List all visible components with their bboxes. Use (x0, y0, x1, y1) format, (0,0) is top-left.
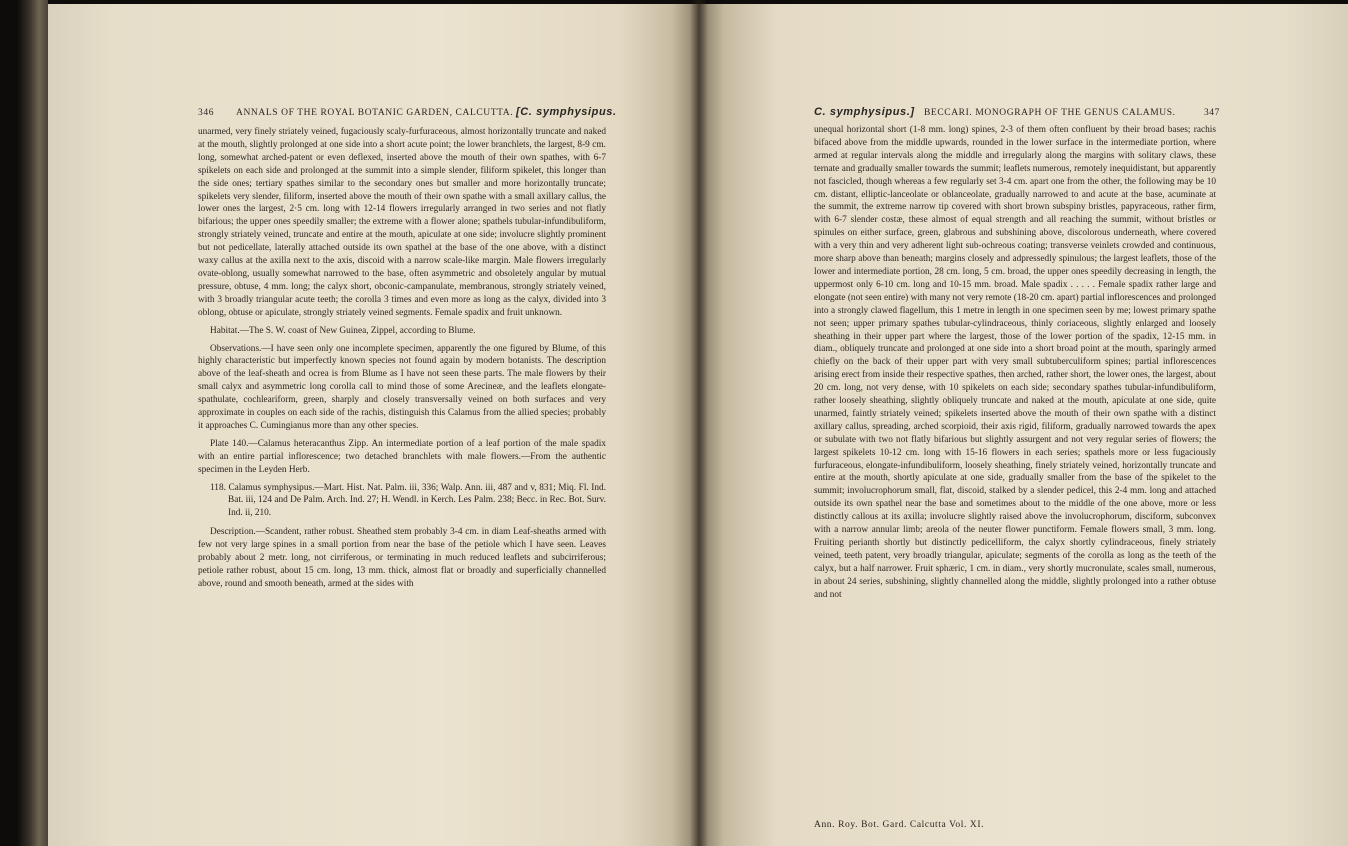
left-running-genus: [C. symphysipus. (516, 106, 617, 118)
right-running-title: BECCARI. MONOGRAPH OF THE GENUS CALAMUS. (924, 108, 1176, 118)
left-paragraph: unarmed, very finely striately veined, fugaciously scaly-furfuraceous, almost horizontally truncate and naked at the mouth, slightly prolonged at one side into a short acute point; the lower branchlets, the largest, 8-9 cm. long, somewhat arched-patent or even deflexed, inserted above the mouth of their own spathes, with 6-7 spikelets on each side and prolonged at the summit into a simple slender, filiform spikelet, this longer than the side ones; tertiary spathes similar to the secondary ones but smaller and more horizontally truncate; spikelets very slender, filiform, inserted above the mouth of their own spathe with a small axillary callus, the lower ones the largest, 2·5 cm. long with 12-14 flowers irregularly arranged in two series and not flatly bifarious; the upper ones speedily smaller; the extreme with a flower alone; spathels tubular-infundibuliform, strongly striately veined, truncate and entire at the mouth, apiculate at one side; involucre slightly prominent but not pedicellate, laterally attached outside its own spathel at the base of the one above, with a distinct waxy callus at the axilla next to the axis, discoid with a narrow scale-like margin. Male flowers irregularly ovate-oblong, usually somewhat narrowed to the base, often asymmetric and obsoletely angular by mutual pressure, obtuse, 4 mm. long; the calyx short, obconic-campanulate, membranous, strongly striately veined, with 3 broadly triangular acute teeth; the corolla 3 times and even more as long as the calyx, divided into 3 oblong, obtuse or apiculate, strongly striately veined segments. Female spadix and fruit unknown. (198, 127, 606, 318)
book-gutter (690, 0, 708, 846)
book-edge (18, 0, 48, 846)
species-entry: 118. Calamus symphysipus.—Mart. Hist. Nat. Palm. iii, 336; Walp. Ann. iii, 487 and v, 831; Miq. Fl. Ind. Bat. iii, 124 and De Palm. Arch. Ind. 27; H. Wendl. in Kerch. Les Palm. 238; Becc. in Rec. Bot. Surv. Ind. ii, 210. (210, 482, 606, 519)
left-running-title: ANNALS OF THE ROYAL BOTANIC GARDEN, CALCUTTA. (236, 108, 514, 118)
right-page-number: 347 (1203, 108, 1220, 118)
page-footer: Ann. Roy. Bot. Gard. Calcutta Vol. XI. (814, 820, 985, 830)
right-text-block (814, 124, 1216, 607)
left-paragraph: Observations.—I have seen only one incomplete specimen, apparently the one figured by Blume, of this highly characteristic but imperfectly known species not found again by modern botanists. The description above of the leaf-sheath and ocrea is from Blume as I have not seen these parts. The male flowers by their small calyx and asymmetric long corolla call to mind those of some Arecineæ, and the leaflets elongate-spathulate, cochleariform, green, sharply and closely transversally veined on both surfaces and very approximate in couples on each side of the rachis, distinguish this Calamus from the allied species; probably it approaches C. Cumingianus more than any other species. (198, 343, 606, 431)
left-paragraph: Plate 140.—Calamus heteracanthus Zipp. An intermediate portion of a leaf portion of the male spadix with an entire partial inflorescence; two detached branchlets with male flowers.—From the authentic specimen in the Leyden Herb. (198, 438, 606, 475)
left-paragraph: Description.—Scandent, rather robust. Sheathed stem probably 3-4 cm. in diam Leaf-sheaths armed with few not very large spines in a small portion from near the base of the petiole which I have seen. Leaves probably about 2 metr. long, not cirriferous, or terminating in much reduced leaflets and subcirriferous; petiole rather robust, about 15 cm. long, 13 mm. thick, almost flat or broadly and superficially channelled above, round and smooth beneath, armed at the sides with (198, 527, 606, 589)
left-paragraph: Habitat.—The S. W. coast of New Guinea, Zippel, according to Blume. (210, 325, 476, 336)
left-page (48, 4, 698, 846)
right-page (698, 4, 1348, 846)
right-paragraph: unequal horizontal short (1-8 mm. long) spines, 2-3 of them often confluent by their broad bases; rachis bifaced above from the middle upwards, rounded in the lower surface in the intermediate portion, where armed at regular intervals along the middle and irregularly along the margins with solitary claws, these ternate and gradually smaller towards the summit; leaflets numerous, remotely inequidistant, but apparently not fascicled, though whereas a few regularly set 3-4 cm. apart one from the other, the following may be 10 cm. distant, elliptic-lanceolate or oblanceolate, gradually narrowed to and acute at the base, acuminate at the summit, the extreme narrow tip covered with short brown subspiny bristles, papyraceous, rather firm, with 6-7 slender costæ, these almost of equal strength and all reaching the summit, without bristles or spinules on either surface, green, glabrous and subshining above, discolorous underneath, where covered with a very thin and very adherent light sub-ochreous coating; transverse veinlets crowded and continuous, more sharp above than beneath; margins closely and adpressedly spinulous; the largest leaflets, those of the lower and intermediate portion, 28 cm. long, 5 cm. broad, the upper ones speedily decreasing in length, the uppermost only 6-10 cm. long and 10-15 mm. broad. Male spadix . . . . . Female spadix rather large and elongate (not seen entire) with many not very remote (18-20 cm. apart) partial inflorescences and prolonged into a strongly clawed flagellum, this 1 metre in length in one specimen seen by me; lowest primary spathe not seen; upper primary spathes tubular-cylindraceous, thinly coriaceous, slightly enlarged and loosely sheathing in their upper part where the largest, those of the lower portion of the spadix, 12-15 mm. in diam., obliquely truncate and prolonged at one side into a short broad point at the mouth, sparingly armed chiefly on the back of their upper part with very small subtuberculiform spines; partial inflorescences arising erect from inside their respective spathes, then arched, rather short, the lower ones, the largest, about 20 cm. long, not very dense, with 10 spikelets on each side; secondary spathes tubular-infundibuliform, rather loosely sheathing, slightly obliquely truncate and naked at the mouth, apiculate at one side, quite unarmed, faintly striately veined; spikelets inserted above the mouth of their own spathe with a distinct axillary callus, spreading, arched scorpioid, their axis rigid, filiform, gradually narrowed towards the apex or subulate with two not flatly bifarious but slightly assurgent and not very regular series of flowers; the largest spikelets 10-12 cm. long with 15-16 flowers in each series; spathels more or less fugaciously furfuraceous, elongate-infundibuliform, loosely sheathing, finely striately veined, horizontally truncate and entire at the mouth, shortly apiculate at one side, gradually smaller from the base of the spikelet to the summit; involucrophorum small, flat, discoid, stalked by a slender pedicel, this 2-4 mm. long and attached outside its own spathel near the base and sometimes about to the middle of the one above, more or less distinctly callous at its axilla; involucre slightly raised above the involucrophorum, disciform, subconvex with a narrow annular limb; areola of the neuter flower punctiform. Female flowers small, 3 mm. long. Fruiting perianth shortly but distinctly pedicelliform, the calyx shortly cylindraceous, finely striately veined, teeth patent, very broadly triangular, apiculate; segments of the corolla as long as the teeth of the calyx, but a half narrower. Fruit sphæric, 1 cm. in diam., very shortly mucronulate, scales small, numerous, in about 24 series, subshining, slightly channelled along the middle, slightly prolonged into a rather obtuse and not (814, 125, 1216, 600)
right-running-genus: C. symphysipus.] (814, 106, 915, 118)
left-page-number: 346 (198, 108, 215, 118)
left-text-block (198, 126, 606, 596)
